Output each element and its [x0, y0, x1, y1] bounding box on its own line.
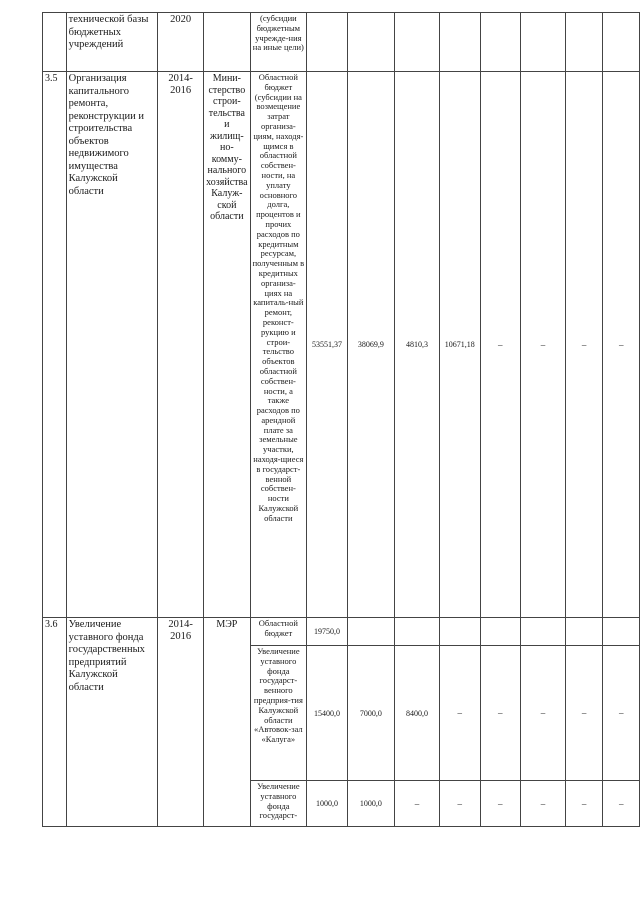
executor: Мини-стерство строи-тельства и жилищ-но-комму-нального хозяйства Калуж-ской области	[204, 72, 250, 618]
value-cell: 19750,0	[307, 618, 348, 646]
value-cell	[347, 13, 394, 72]
funding-source: Увеличение уставного фонда государст-	[250, 781, 307, 827]
funding-source: Областной бюджет (субсидии на возмещение затрат организа-циям, находя-щимся в областной собствен-ности, на уплату основного долга, процентов и прочих расходов по кредитным ресурсам, полученным в кредитных организа-циях на капиталь-ный ремонт, реконст-рукцию и строи-тельство объектов областной собствен-ности, а также расходов по арендной плате за земельные участки, находя-щиеся в государст-венной собствен-ности Калужской области	[250, 72, 307, 618]
value-cell: –	[480, 781, 520, 827]
value-cell	[603, 13, 640, 72]
value-cell	[439, 13, 480, 72]
period: 2014-2016	[158, 618, 204, 827]
value-cell: 53551,37	[307, 72, 348, 618]
table-row	[43, 13, 640, 72]
measure-name: технической базы бюджетных учреждений	[66, 13, 157, 72]
table-row	[43, 618, 640, 646]
value-cell	[565, 13, 602, 72]
value-cell: –	[603, 72, 640, 618]
value-cell	[307, 13, 348, 72]
period: 2014-2016	[158, 72, 204, 618]
value-cell: –	[480, 646, 520, 781]
value-cell: –	[565, 646, 602, 781]
value-cell	[603, 618, 640, 646]
value-cell: –	[439, 646, 480, 781]
value-cell: 7000,0	[347, 646, 394, 781]
executor	[204, 13, 250, 72]
value-cell	[565, 618, 602, 646]
funding-source: Увеличение уставного фонда государст-венного предприя-тия Калужской области «Автовок-зал «Калуга»	[250, 646, 307, 781]
value-cell	[347, 618, 394, 646]
value-cell: –	[565, 72, 602, 618]
value-cell	[394, 13, 439, 72]
program-table	[42, 12, 640, 827]
value-cell: 1000,0	[347, 781, 394, 827]
value-cell: –	[520, 781, 565, 827]
value-cell: –	[520, 646, 565, 781]
funding-source: (субсидии бюджетным учрежде-ния на иные цели)	[250, 13, 307, 72]
row-number: 3.5	[43, 72, 67, 618]
value-cell	[520, 13, 565, 72]
value-cell	[520, 618, 565, 646]
row-number: 3.6	[43, 618, 67, 827]
value-cell: 10671,18	[439, 72, 480, 618]
value-cell	[394, 618, 439, 646]
value-cell: 8400,0	[394, 646, 439, 781]
value-cell: –	[603, 781, 640, 827]
value-cell	[480, 618, 520, 646]
value-cell: 15400,0	[307, 646, 348, 781]
row-number	[43, 13, 67, 72]
measure-name: Организация капитального ремонта, реконструкции и строительства объектов недвижимого имущества Калужской области	[66, 72, 157, 618]
measure-name: Увеличение уставного фонда государственных предприятий Калужской области	[66, 618, 157, 827]
value-cell: –	[480, 72, 520, 618]
value-cell: 38069,9	[347, 72, 394, 618]
executor: МЭР	[204, 618, 250, 827]
funding-source: Областной бюджет	[250, 618, 307, 646]
period: 2020	[158, 13, 204, 72]
value-cell: –	[520, 72, 565, 618]
value-cell	[480, 13, 520, 72]
value-cell: 1000,0	[307, 781, 348, 827]
value-cell: –	[603, 646, 640, 781]
value-cell: –	[439, 781, 480, 827]
value-cell: –	[394, 781, 439, 827]
value-cell: –	[565, 781, 602, 827]
table-row	[43, 72, 640, 618]
value-cell	[439, 618, 480, 646]
value-cell: 4810,3	[394, 72, 439, 618]
